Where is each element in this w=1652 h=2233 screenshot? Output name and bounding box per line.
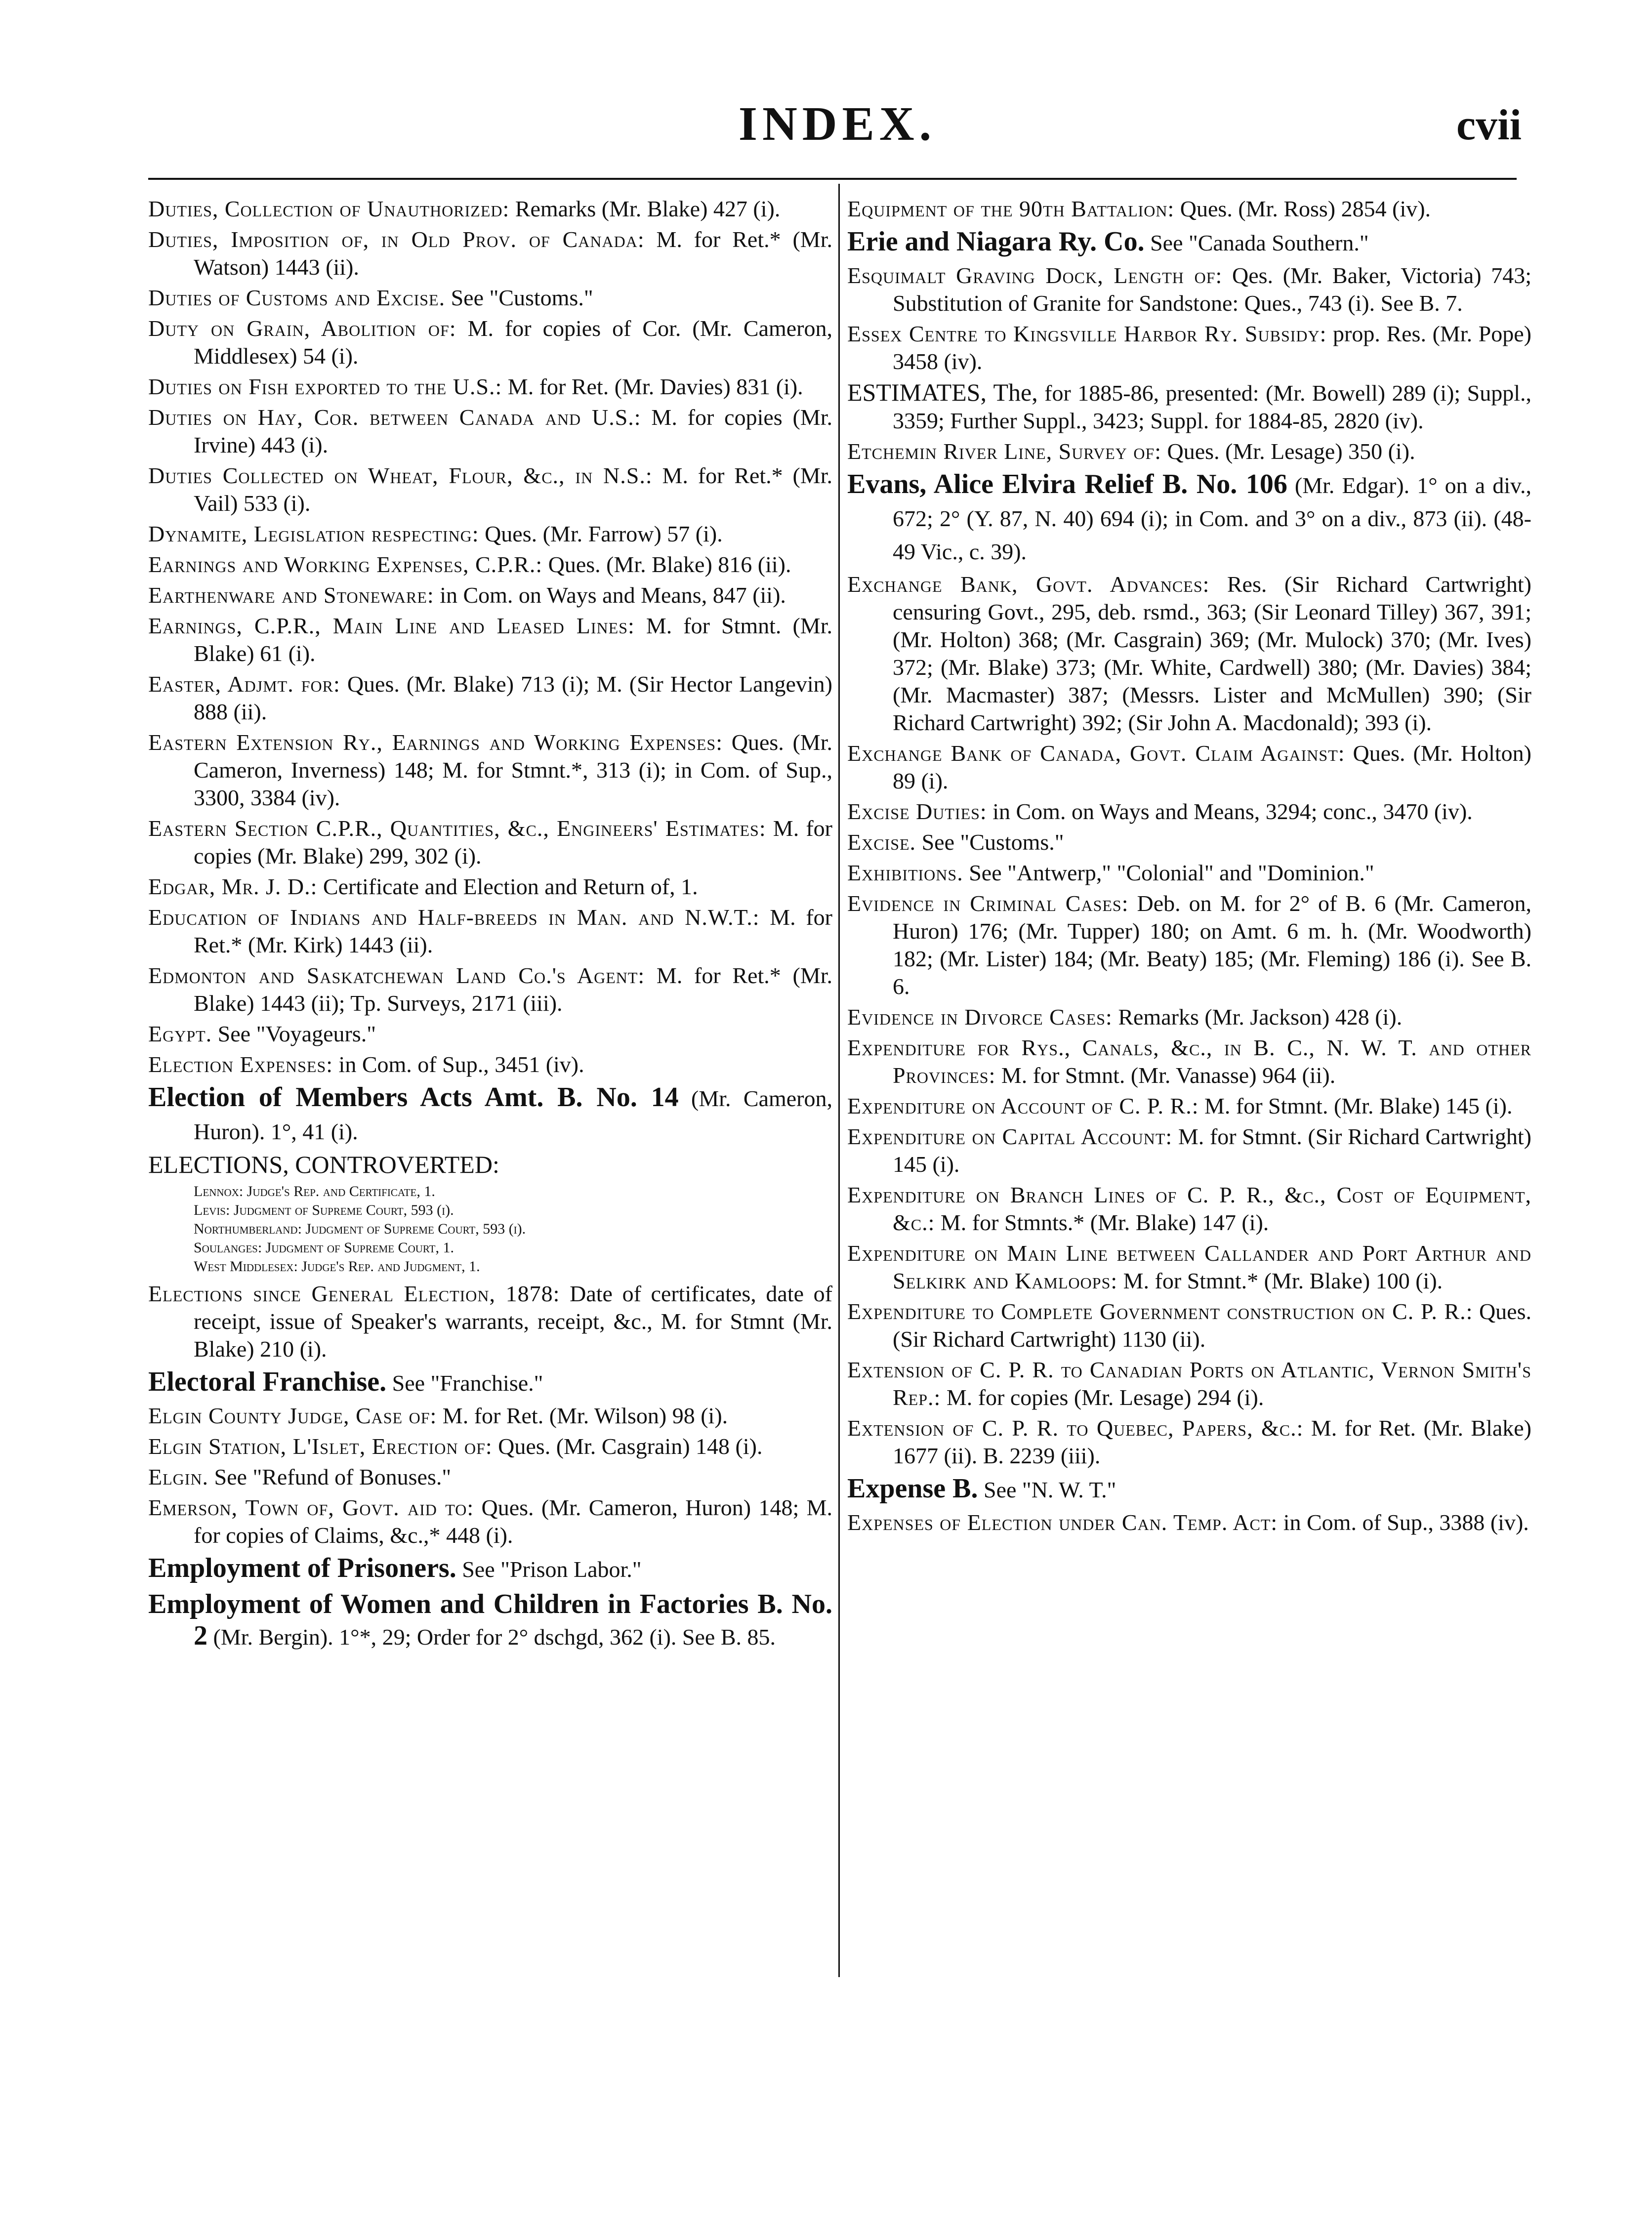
- entry-heading: Duty on Grain, Abolition of:: [148, 316, 456, 341]
- entry-references: Ques. (Mr. Holton) 89 (i).: [893, 741, 1532, 793]
- index-entry: [847, 1003, 1531, 1031]
- entry-references: in Com. on Ways and Means, 847 (ii).: [434, 582, 786, 608]
- entry-heading: Essex Centre to Kingsville Harbor Ry. Subsidy:: [847, 321, 1327, 346]
- entry-references: (Mr. Bergin). 1°*, 29; Order for 2° dschgd, 362 (i). See B. 85.: [207, 1624, 776, 1650]
- index-entry: [148, 551, 832, 579]
- index-subentry: Northumberland: Judgment of Supreme Court, 593 (i).: [194, 1221, 526, 1237]
- entry-heading: Egypt.: [148, 1021, 212, 1046]
- entry-references: (Mr. Edgar). 1° on a div., 672; 2° (Y. 87, N. 40) 694 (i); in Com. and 3° on a div., 873 (ii). (48-49 Vic., c. 39).: [893, 473, 1531, 564]
- index-entry: [148, 581, 832, 609]
- entry-heading: Exchange Bank of Canada, Govt. Claim Against:: [847, 741, 1345, 766]
- entry-references: M. for Stmnt.* (Mr. Blake) 100 (i).: [1117, 1268, 1443, 1293]
- index-entry: [148, 1151, 832, 1179]
- index-entry: [847, 195, 1531, 223]
- entry-references: M. for Ret.* (Mr. Kirk) 1443 (ii).: [194, 905, 832, 957]
- entry-heading: Excise.: [847, 829, 916, 855]
- entry-heading: Expenditure on Capital Account:: [847, 1124, 1173, 1149]
- index-entry: [847, 890, 1531, 1000]
- index-entry: [148, 729, 832, 812]
- entry-references: Qes. (Mr. Baker, Victoria) 743; Substitution of Granite for Sandstone: Ques., 743 (i). See B. 7.: [893, 263, 1532, 316]
- right-column: [847, 195, 1531, 1539]
- entry-heading: Exhibitions.: [847, 860, 963, 885]
- entry-heading: Etchemin River Line, Survey of:: [847, 439, 1162, 464]
- entry-references: See "Customs.": [445, 285, 593, 310]
- index-entry: [847, 468, 1531, 568]
- header-rule: [148, 178, 1517, 180]
- entry-heading: ELECTIONS, CONTROVERTED:: [148, 1151, 499, 1178]
- entry-references: See "Refund of Bonuses.": [208, 1464, 452, 1489]
- entry-heading: Earthenware and Stoneware:: [148, 582, 434, 608]
- entry-references: M. for Stmnt. (Mr. Blake) 145 (i).: [1198, 1093, 1513, 1118]
- index-entry: [148, 1366, 832, 1399]
- entry-heading: Expenditure on Account of C. P. R.:: [847, 1093, 1199, 1118]
- entry-references: M. for Ret. (Mr. Davies) 831 (i).: [502, 374, 803, 399]
- index-entry: [847, 1092, 1531, 1120]
- entry-heading: Earnings and Working Expenses, C.P.R.:: [148, 552, 543, 577]
- page-header: [148, 96, 1527, 175]
- page-title: INDEX.: [738, 97, 937, 151]
- index-entry: [847, 226, 1531, 259]
- entry-heading: Duties on Fish exported to the U.S.:: [148, 374, 502, 399]
- index-entry: [148, 1402, 832, 1430]
- entry-references: M. for copies (Mr. Irvine) 443 (i).: [194, 405, 832, 457]
- entry-references: See "Antwerp," "Colonial" and "Dominion.": [963, 860, 1374, 885]
- entry-heading: Education of Indians and Half-breeds in Man. and N.W.T.:: [148, 905, 760, 930]
- index-entry: [847, 1181, 1531, 1237]
- entry-references: M. for Stmnt. (Sir Richard Cartwright) 145 (i).: [893, 1124, 1531, 1177]
- index-entry: [847, 1356, 1531, 1411]
- index-entry: [847, 1123, 1531, 1178]
- entry-references: M. for Ret.* (Mr. Vail) 533 (i).: [194, 463, 833, 516]
- entry-heading: Expenses of Election under Can. Temp. Act:: [847, 1510, 1278, 1535]
- index-entry: [847, 740, 1531, 795]
- entry-heading: Equipment of the 90th Battalion:: [847, 196, 1175, 221]
- entry-heading: Extension of C. P. R. to Canadian Ports on Atlantic, Vernon Smith's Rep.:: [847, 1357, 1531, 1410]
- left-column: [148, 195, 832, 1656]
- entry-references: in Com. of Sup., 3451 (iv).: [333, 1052, 584, 1077]
- entry-references: Ques. (Mr. Blake) 713 (i); M. (Sir Hector Langevin) 888 (ii).: [194, 671, 832, 724]
- entry-references: in Com. on Ways and Means, 3294; conc., 3470 (iv).: [987, 799, 1473, 824]
- index-subentry: Lennox: Judge's Rep. and Certificate, 1.: [194, 1183, 435, 1199]
- entry-references: prop. Res. (Mr. Pope) 3458 (iv).: [893, 321, 1532, 374]
- index-entry: [847, 1034, 1531, 1089]
- entry-references: (Mr. Cameron, Huron). 1°, 41 (i).: [194, 1086, 833, 1144]
- index-entry: [148, 612, 832, 667]
- index-entry: [148, 462, 832, 517]
- entry-references: Ques. (Mr. Farrow) 57 (i).: [479, 521, 723, 546]
- entry-heading: Duties on Hay, Cor. between Canada and U.S.:: [148, 405, 641, 430]
- index-entry: [847, 1414, 1531, 1470]
- entry-references: M. for copies (Mr. Lesage) 294 (i).: [941, 1385, 1264, 1410]
- index-entry: [847, 320, 1531, 375]
- entry-references: in Com. of Sup., 3388 (iv).: [1278, 1510, 1529, 1535]
- entry-references: Remarks (Mr. Jackson) 428 (i).: [1112, 1004, 1403, 1030]
- entry-heading: Expenditure on Branch Lines of C. P. R., &c., Cost of Equipment, &c.:: [847, 1182, 1531, 1235]
- entry-heading: Evidence in Divorce Cases:: [847, 1004, 1113, 1030]
- entry-heading: Excise Duties:: [847, 799, 987, 824]
- entry-heading: Employment of Women and Children in Factories B. No. 2: [148, 1589, 832, 1651]
- index-entry: [148, 815, 832, 870]
- entry-references: M. for Ret.* (Mr. Watson) 1443 (ii).: [194, 227, 832, 280]
- entry-references: See "Prison Labor.": [456, 1557, 642, 1582]
- page-number: cvii: [1456, 101, 1522, 149]
- entry-references: M. for Stmnts.* (Mr. Blake) 147 (i).: [935, 1210, 1269, 1235]
- entry-references: M. for Ret. (Mr. Wilson) 98 (i).: [437, 1403, 728, 1428]
- entry-heading: Eastern Section C.P.R., Quantities, &c., Engineers' Estimates:: [148, 816, 766, 841]
- index-entry: [847, 571, 1531, 737]
- entry-references: M. for Stmnt. (Mr. Vanasse) 964 (ii).: [995, 1063, 1336, 1088]
- entry-heading: Election of Members Acts Amt. B. No. 14: [148, 1082, 679, 1113]
- index-entry: [148, 904, 832, 959]
- index-entry: [847, 262, 1531, 317]
- entry-heading: Expenditure on Main Line between Callander and Port Arthur and Selkirk and Kamloops:: [847, 1241, 1531, 1293]
- index-sublist: [148, 1182, 832, 1276]
- entry-heading: Elgin.: [148, 1464, 209, 1489]
- entry-references: Ques. (Mr. Lesage) 350 (i).: [1161, 439, 1415, 464]
- index-entry: [148, 1020, 832, 1048]
- entry-heading: Electoral Franchise.: [148, 1366, 387, 1397]
- index-entry: [148, 1588, 832, 1653]
- index-entry: [148, 1280, 832, 1363]
- entry-heading: Election Expenses:: [148, 1052, 333, 1077]
- index-entry: [847, 1298, 1531, 1353]
- entry-references: Date of certificates, date of receipt, issue of Speaker's warrants, receipt, &c., M. for Stmnt (Mr. Blake) 210 (i).: [194, 1281, 832, 1362]
- index-entry: [148, 284, 832, 312]
- entry-references: Ques. (Mr. Cameron, Inverness) 148; M. for Stmnt.*, 313 (i); in Com. of Sup., 3300, 3384 (iv).: [194, 730, 832, 810]
- entry-references: See "Customs.": [916, 829, 1064, 855]
- entry-references: M. for copies of Cor. (Mr. Cameron, Middlesex) 54 (i).: [194, 316, 832, 369]
- index-entry: [148, 1433, 832, 1460]
- index-entry: [148, 520, 832, 548]
- index-entry: [148, 1463, 832, 1491]
- entry-references: M. for Stmnt. (Mr. Blake) 61 (i).: [194, 613, 832, 666]
- entry-heading: Extension of C. P. R. to Quebec, Papers, &c.:: [847, 1415, 1304, 1441]
- entry-heading: Elgin Station, L'Islet, Erection of:: [148, 1434, 493, 1459]
- index-entry: [148, 873, 832, 901]
- entry-heading: Eastern Extension Ry., Earnings and Working Expenses:: [148, 730, 723, 755]
- index-entry: [847, 378, 1531, 435]
- index-entry: [847, 1473, 1531, 1506]
- index-entry: [847, 1509, 1531, 1536]
- column-divider: [838, 184, 840, 1977]
- index-entry: [148, 962, 832, 1017]
- index-entry: [148, 404, 832, 459]
- entry-heading: Easter, Adjmt. for:: [148, 671, 340, 697]
- entry-heading: Dynamite, Legislation respecting:: [148, 521, 479, 546]
- entry-references: Remarks (Mr. Blake) 427 (i).: [509, 196, 781, 221]
- entry-references: See "Franchise.": [386, 1370, 543, 1396]
- entry-heading: Employment of Prisoners.: [148, 1553, 456, 1583]
- entry-references: See "Voyageurs.": [212, 1021, 376, 1046]
- entry-references: Ques. (Mr. Cameron, Huron) 148; M. for copies of Claims, &c.,* 448 (i).: [194, 1495, 832, 1548]
- entry-heading: Evidence in Criminal Cases:: [847, 891, 1129, 916]
- index-entry: [847, 438, 1531, 465]
- index-entry: [148, 195, 832, 223]
- entry-references: See "Canada Southern.": [1144, 230, 1369, 255]
- index-entry: [148, 1081, 832, 1148]
- entry-references: for 1885-86, presented: (Mr. Bowell) 289 (i); Suppl., 3359; Further Suppl., 3423; Suppl. for 1884-85, 2820 (iv).: [893, 380, 1531, 433]
- entry-heading: Evans, Alice Elvira Relief B. No. 106: [847, 469, 1287, 499]
- index-entry: [847, 798, 1531, 826]
- entry-heading: Esquimalt Graving Dock, Length of:: [847, 263, 1223, 288]
- entry-heading: Expense B.: [847, 1473, 978, 1504]
- index-entry: [847, 828, 1531, 856]
- entry-heading: Duties, Imposition of, in Old Prov. of Canada:: [148, 227, 645, 252]
- index-entry: [148, 1552, 832, 1585]
- entry-references: Ques. (Mr. Casgrain) 148 (i).: [492, 1434, 763, 1459]
- index-subentry: Soulanges: Judgment of Supreme Court, 1.: [194, 1240, 454, 1256]
- index-entry: [148, 1051, 832, 1078]
- entry-heading: Erie and Niagara Ry. Co.: [847, 226, 1145, 257]
- index-entry: [847, 859, 1531, 887]
- entry-references: M. for Ret. (Mr. Blake) 1677 (ii). B. 2239 (iii).: [893, 1415, 1531, 1468]
- entry-references: M. for Ret.* (Mr. Blake) 1443 (ii); Tp. Surveys, 2171 (iii).: [194, 963, 833, 1016]
- index-subentry: West Middlesex: Judge's Rep. and Judgment, 1.: [194, 1258, 480, 1275]
- index-subentry: Levis: Judgment of Supreme Court, 593 (i).: [194, 1202, 454, 1218]
- index-entry: [148, 315, 832, 370]
- entry-references: M. for copies (Mr. Blake) 299, 302 (i).: [194, 816, 832, 868]
- entry-references: Certificate and Election and Return of, 1.: [317, 874, 698, 899]
- entry-heading: Duties, Collection of Unauthorized:: [148, 196, 510, 221]
- entry-heading: Edmonton and Saskatchewan Land Co.'s Agent:: [148, 963, 645, 988]
- entry-heading: Exchange Bank, Govt. Advances:: [847, 572, 1210, 597]
- entry-references: Deb. on M. for 2° of B. 6 (Mr. Cameron, Huron) 176; (Mr. Tupper) 180; on Amt. 6 m. h. (Mr. Woodworth) 182; (Mr. Lister) 184; (Mr. Beaty) 185; (Mr. Fleming) 186 (i). See B. 6.: [893, 891, 1531, 999]
- entry-heading: ESTIMATES, The,: [847, 378, 1038, 406]
- index-entry: [148, 670, 832, 726]
- entry-heading: Expenditure for Rys., Canals, &c., in B. C., N. W. T. and other Provinces:: [847, 1035, 1531, 1088]
- entry-references: See "N. W. T.": [978, 1477, 1116, 1502]
- entry-references: Ques. (Sir Richard Cartwright) 1130 (ii).: [893, 1299, 1531, 1352]
- entry-heading: Elections since General Election, 1878:: [148, 1281, 560, 1306]
- entry-references: Res. (Sir Richard Cartwright) censuring Govt., 295, deb. rsmd., 363; (Sir Leonard Tilley) 367, 391; (Mr. Holton) 368; (Mr. Casgrain) 369; (Mr. Mulock) 370; (Mr. Ives) 372; (Mr. Blake) 373; (Mr. White, Cardwell) 380; (Mr. Davies) 384; (Mr. Macmaster) 387; (Messrs. Lister and McMullen) 390; (Sir Richard Cartwright) 392; (Sir John A. Macdonald); 393 (i).: [893, 572, 1532, 735]
- entry-heading: Earnings, C.P.R., Main Line and Leased Lines:: [148, 613, 635, 638]
- entry-heading: Elgin County Judge, Case of:: [148, 1403, 437, 1428]
- index-entry: [148, 1494, 832, 1549]
- entry-heading: Emerson, Town of, Govt. aid to:: [148, 1495, 474, 1520]
- entry-references: Ques. (Mr. Blake) 816 (ii).: [542, 552, 791, 577]
- index-entry: [148, 226, 832, 281]
- entry-references: Ques. (Mr. Ross) 2854 (iv).: [1174, 196, 1431, 221]
- index-entry: [847, 1240, 1531, 1295]
- entry-heading: Edgar, Mr. J. D.:: [148, 874, 318, 899]
- entry-heading: Duties Collected on Wheat, Flour, &c., in N.S.:: [148, 463, 653, 488]
- index-entry: [148, 373, 832, 401]
- entry-heading: Duties of Customs and Excise.: [148, 285, 446, 310]
- entry-heading: Expenditure to Complete Government construction on C. P. R.:: [847, 1299, 1473, 1324]
